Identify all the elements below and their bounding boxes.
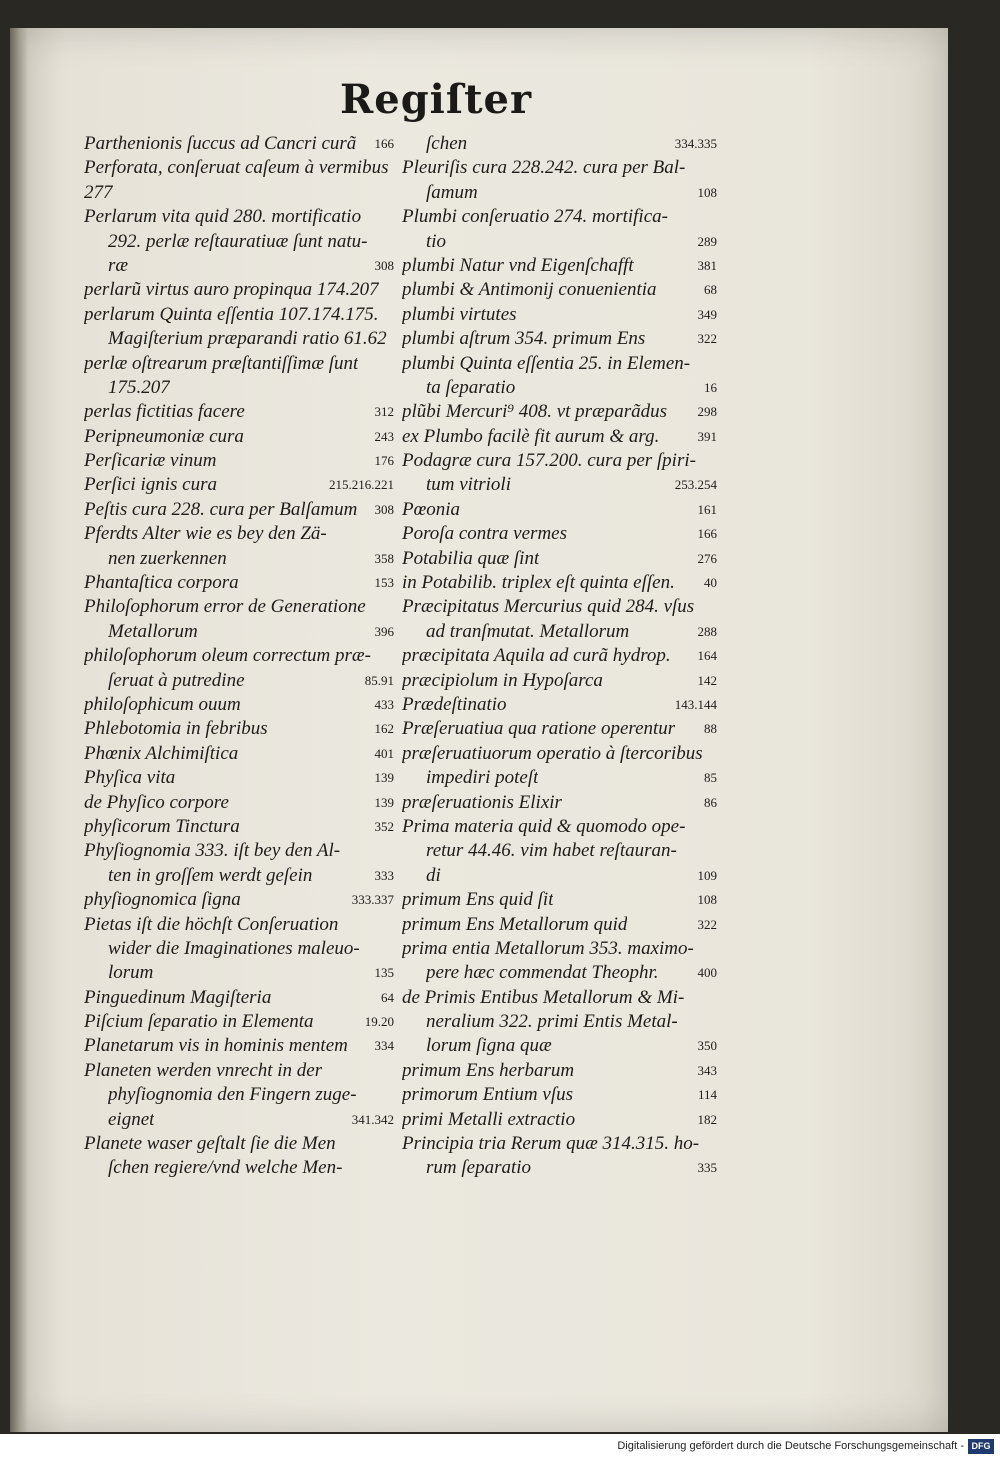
- index-entry-line: [84, 839, 394, 863]
- index-entry-line: [402, 303, 717, 327]
- index-entry-text: Pleuriſis cura 228.242. cura per Bal-: [402, 157, 686, 179]
- index-entry-text: plumbi Natur vnd Eigenſchafft: [402, 254, 634, 276]
- index-entry-text: ræ: [108, 254, 129, 276]
- index-entry-text: Potabilia quæ ſint: [402, 547, 540, 569]
- index-entry-text: plumbi & Antimonij conuenientia: [402, 279, 657, 301]
- index-page-ref: [390, 156, 394, 180]
- index-page-ref: 381: [697, 257, 717, 273]
- index-entry-line: [84, 400, 394, 424]
- index-page-ref: [713, 815, 717, 839]
- book-page: [10, 28, 948, 1432]
- index-entry-text: retur 44.46. vim habet reſtauran-: [426, 840, 677, 862]
- index-page-ref: 142: [697, 672, 717, 688]
- index-entry-line: [402, 400, 717, 424]
- index-entry-text: 277: [84, 181, 113, 203]
- index-page-ref: [390, 352, 394, 376]
- index-entry-line: [84, 669, 394, 693]
- index-page-ref: 139: [374, 770, 394, 786]
- index-page-ref: 333.337: [351, 892, 394, 908]
- index-entry-text: primorum Entium vſus: [402, 1084, 573, 1106]
- index-entry-line: [84, 1010, 394, 1034]
- index-page-ref: [713, 986, 717, 1010]
- index-page-ref: 298: [697, 404, 717, 420]
- index-entry-line: [84, 986, 394, 1010]
- index-page-ref: [390, 937, 394, 961]
- index-entry-text: primi Metalli extractio: [402, 1108, 576, 1130]
- index-entry-text: ſchen regiere/vnd welche Men-: [108, 1157, 343, 1179]
- index-entry-line: [84, 1156, 394, 1180]
- index-entry-text: 175.207: [108, 376, 170, 398]
- index-page-ref: 352: [374, 818, 394, 834]
- index-entry-text: præſeruationis Elixir: [402, 791, 562, 813]
- index-page-ref: [390, 522, 394, 546]
- index-entry-line: [402, 230, 717, 254]
- index-entry-text: phyſiognomia den Fingern zuge-: [108, 1084, 357, 1106]
- index-entry-text: ex Plumbo facilè fit aurum & arg.: [402, 425, 660, 447]
- index-entry-line: [84, 425, 394, 449]
- index-entry-text: Peſtis cura 228. cura per Balſamum: [84, 498, 358, 520]
- index-entry-line: [402, 864, 717, 888]
- index-entry-line: [84, 791, 394, 815]
- index-page-ref: 40: [704, 575, 717, 591]
- index-entry-text: de Phyſico corpore: [84, 791, 229, 813]
- index-entry-line: [84, 230, 394, 254]
- index-entry-text: Prædeſtinatio: [402, 693, 507, 715]
- index-entry-line: [402, 1156, 717, 1180]
- index-entry-line: [402, 937, 717, 961]
- index-entry-text: neralium 322. primi Entis Metal-: [426, 1011, 678, 1033]
- index-entry-text: perlarum Quinta eſſentia 107.174.175.: [84, 303, 379, 325]
- index-page-ref: 288: [697, 623, 717, 639]
- index-entry-line: [84, 522, 394, 546]
- index-entry-line: [402, 1083, 717, 1107]
- index-page-ref: [713, 205, 717, 229]
- index-entry-line: [84, 937, 394, 961]
- index-page-ref: 16: [704, 379, 717, 395]
- index-page-ref: [713, 742, 717, 766]
- index-entry-text: Prima materia quid & quomodo ope-: [402, 815, 686, 837]
- index-entry-text: Poroſa contra vermes: [402, 523, 567, 545]
- index-entry-line: [402, 498, 717, 522]
- index-entry-text: præcipiolum in Hypoſarca: [402, 669, 603, 691]
- index-entry-line: [402, 449, 717, 473]
- index-entry-line: [84, 449, 394, 473]
- index-page-ref: 161: [697, 501, 717, 517]
- index-entry-line: [84, 815, 394, 839]
- index-entry-line: [84, 181, 394, 205]
- index-entry-line: [402, 913, 717, 937]
- index-entry-text: Perforata, conſeruat caſeum à vermibus: [84, 157, 389, 179]
- index-entry-line: [402, 961, 717, 985]
- index-page-ref: [390, 205, 394, 229]
- index-page-ref: [390, 644, 394, 668]
- index-entry-text: Perſici ignis cura: [84, 474, 217, 496]
- index-entry-text: di: [426, 864, 441, 886]
- index-page-ref: [390, 839, 394, 863]
- index-page-ref: 64: [381, 989, 394, 1005]
- index-entry-text: tio: [426, 230, 447, 252]
- index-entry-text: primum Ens herbarum: [402, 1059, 575, 1081]
- index-page-ref: 322: [697, 916, 717, 932]
- index-entry-line: [84, 352, 394, 376]
- index-entry-line: [402, 1010, 717, 1034]
- index-entry-text: Pferdts Alter wie es bey den Zä-: [84, 523, 327, 545]
- index-page-ref: 135: [374, 965, 394, 981]
- index-entry-text: præſeruatiuorum operatio à ſtercoribus: [402, 742, 703, 764]
- index-entry-line: [402, 644, 717, 668]
- index-page-ref: 164: [697, 648, 717, 664]
- index-entry-line: [84, 254, 394, 278]
- index-page-ref: 343: [697, 1062, 717, 1078]
- index-entry-text: Principia tria Rerum quæ 314.315. ho-: [402, 1133, 700, 1155]
- index-entry-text: Plumbi conſeruatio 274. mortifica-: [402, 206, 668, 228]
- index-entry-text: Philoſophorum error de Generatione: [84, 596, 366, 618]
- index-entry-line: [84, 571, 394, 595]
- index-entry-text: Phlebotomia in febribus: [84, 718, 268, 740]
- index-entry-line: [402, 693, 717, 717]
- index-page-ref: 396: [374, 623, 394, 639]
- index-entry-line: [402, 1108, 717, 1132]
- index-entry-text: philoſophicum ouum: [84, 693, 241, 715]
- index-page-ref: [713, 937, 717, 961]
- index-entry-line: [84, 961, 394, 985]
- index-page-ref: 358: [374, 550, 394, 566]
- index-page-ref: [390, 278, 394, 302]
- index-entry-line: [84, 913, 394, 937]
- index-entry-line: [84, 498, 394, 522]
- index-entry-text: Magiſterium præparandi ratio 61.62: [108, 328, 387, 350]
- index-page-ref: 108: [697, 892, 717, 908]
- index-entry-line: [402, 1132, 717, 1156]
- index-entry-line: [402, 132, 717, 156]
- index-page-ref: 335: [697, 1160, 717, 1176]
- index-entry-line: [84, 1059, 394, 1083]
- index-column-right: [402, 132, 717, 1181]
- index-entry-text: philoſophorum oleum correctum præ-: [84, 645, 371, 667]
- index-page-ref: [713, 595, 717, 619]
- index-page-ref: 391: [697, 428, 717, 444]
- index-page-ref: 19.20: [364, 1014, 394, 1030]
- index-entry-line: [84, 1034, 394, 1058]
- index-entry-text: Pietas iſt die höchſt Conſeruation: [84, 913, 339, 935]
- index-entry-line: [84, 156, 394, 180]
- index-entry-text: pere hæc commendat Theophr.: [426, 962, 659, 984]
- index-entry-line: [402, 352, 717, 376]
- index-entry-line: [402, 986, 717, 1010]
- index-entry-line: [84, 693, 394, 717]
- index-entry-line: [84, 644, 394, 668]
- index-page-ref: [390, 230, 394, 254]
- index-entry-line: [84, 1083, 394, 1107]
- footer-credit: Digitalisierung gefördert durch die Deutsche Forschungsgemeinschaft -: [617, 1440, 964, 1452]
- index-entry-line: [84, 717, 394, 741]
- index-entry-text: præcipitata Aquila ad curã hydrop.: [402, 645, 671, 667]
- index-entry-line: [84, 766, 394, 790]
- index-page-ref: 341.342: [351, 1111, 394, 1127]
- index-entry-text: Perlarum vita quid 280. mortificatio: [84, 206, 362, 228]
- index-entry-text: primum Ens quid ſit: [402, 889, 554, 911]
- index-page-ref: 109: [697, 867, 717, 883]
- index-entry-text: perlæ oſtrearum præſtantiſſimæ ſunt: [84, 352, 359, 374]
- index-entry-line: [402, 1034, 717, 1058]
- index-entry-line: [402, 766, 717, 790]
- index-page-ref: 85.91: [364, 672, 394, 688]
- index-entry-line: [402, 376, 717, 400]
- index-entry-text: wider die Imaginationes maleuo-: [108, 937, 360, 959]
- index-page-ref: 308: [374, 257, 394, 273]
- index-entry-text: rum ſeparatio: [426, 1157, 532, 1179]
- index-page-ref: 166: [374, 136, 394, 151]
- index-page-ref: [713, 352, 717, 376]
- index-entry-text: Pinguedinum Magiſteria: [84, 986, 272, 1008]
- index-page-ref: [390, 376, 394, 400]
- index-entry-text: Phyſica vita: [84, 767, 176, 789]
- index-entry-line: [84, 132, 394, 156]
- index-entry-line: [402, 888, 717, 912]
- index-entry-text: Planeten werden vnrecht in der: [84, 1059, 323, 1081]
- index-entry-text: impediri poteſt: [426, 767, 539, 789]
- index-entry-line: [402, 669, 717, 693]
- index-entry-line: [84, 303, 394, 327]
- index-entry-text: Planetarum vis in hominis mentem: [84, 1035, 348, 1057]
- index-entry-text: in Potabilib. triplex eſt quinta eſſen.: [402, 572, 675, 594]
- index-page-ref: 253.254: [674, 477, 717, 493]
- index-entry-line: [402, 205, 717, 229]
- index-entry-text: Parthenionis ſuccus ad Cancri curã: [84, 133, 357, 154]
- index-page-ref: 143.144: [674, 696, 717, 712]
- index-page-ref: [390, 181, 394, 205]
- index-entry-line: [402, 742, 717, 766]
- index-entry-text: perlas fictitias facere: [84, 401, 245, 423]
- footer-bar: [0, 1434, 1000, 1460]
- index-entry-text: prima entia Metallorum 353. maximo-: [402, 937, 694, 959]
- index-page-ref: 312: [374, 404, 394, 420]
- index-page-ref: [390, 1156, 394, 1180]
- index-page-ref: [713, 839, 717, 863]
- index-entry-text: plumbi Quinta eſſentia 25. in Elemen-: [402, 352, 691, 374]
- index-entry-line: [402, 815, 717, 839]
- index-page-ref: [713, 449, 717, 473]
- index-entry-line: [402, 473, 717, 497]
- index-entry-line: [402, 425, 717, 449]
- index-entry-text: perlarũ virtus auro propinqua 174.207: [84, 279, 379, 301]
- index-entry-text: Præcipitatus Mercurius quid 284. vſus: [402, 596, 695, 618]
- index-entry-line: [402, 327, 717, 351]
- index-entry-text: plumbi virtutes: [402, 303, 517, 325]
- index-entry-text: Phyſiognomia 333. iſt bey den Al-: [84, 840, 341, 862]
- index-page-ref: 114: [697, 1087, 717, 1103]
- index-entry-text: nen zuerkennen: [108, 547, 227, 569]
- index-page-ref: 400: [697, 965, 717, 981]
- index-entry-line: [402, 254, 717, 278]
- index-entry-text: ten in groſſem werdt geſein: [108, 864, 313, 886]
- index-page-ref: 215.216.221: [329, 477, 394, 493]
- index-page-ref: 350: [697, 1038, 717, 1054]
- index-page-ref: 85: [704, 770, 717, 786]
- index-page-ref: 153: [374, 575, 394, 591]
- index-entry-text: plumbi aſtrum 354. primum Ens: [402, 328, 646, 350]
- index-entry-line: [84, 547, 394, 571]
- index-entry-line: [84, 595, 394, 619]
- index-entry-line: [84, 1132, 394, 1156]
- index-page-ref: 243: [374, 428, 394, 444]
- index-entry-line: [402, 839, 717, 863]
- index-entry-text: Pœonia: [402, 498, 461, 520]
- index-entry-line: [402, 156, 717, 180]
- index-page-ref: 401: [374, 745, 394, 761]
- index-entry-text: Metallorum: [108, 620, 198, 642]
- index-entry-text: phyſicorum Tinctura: [84, 815, 240, 837]
- index-entry-text: de Primis Entibus Metallorum & Mi-: [402, 986, 685, 1008]
- index-page-ref: 108: [697, 184, 717, 200]
- index-entry-line: [84, 620, 394, 644]
- index-entry-text: primum Ens Metallorum quid: [402, 913, 628, 935]
- index-entry-line: [402, 791, 717, 815]
- index-entry-text: ſeruat à putredine: [108, 669, 245, 691]
- index-page-ref: 322: [697, 331, 717, 347]
- index-page-ref: 308: [374, 501, 394, 517]
- index-page-ref: 349: [697, 306, 717, 322]
- index-entry-text: lorum ſigna quæ: [426, 1035, 552, 1057]
- index-entry-text: Phœnix Alchimiſtica: [84, 742, 239, 764]
- index-entry-line: [402, 522, 717, 546]
- index-page-ref: [390, 303, 394, 327]
- index-page-ref: 182: [697, 1111, 717, 1127]
- index-entry-line: [402, 181, 717, 205]
- index-page-ref: [390, 913, 394, 937]
- index-entry-text: Phantaſtica corpora: [84, 572, 239, 594]
- index-entry-text: Podagræ cura 157.200. cura per ſpiri-: [402, 450, 696, 472]
- index-page-ref: [713, 1132, 717, 1156]
- index-entry-line: [84, 888, 394, 912]
- index-page-ref: [390, 1059, 394, 1083]
- index-entry-text: Perſicariæ vinum: [84, 450, 217, 472]
- index-entry-text: plũbi Mercuri⁹ 408. vt præparãdus: [402, 401, 668, 423]
- index-entry-text: tum vitrioli: [426, 474, 511, 496]
- index-entry-text: 292. perlæ reſtauratiuæ ſunt natu-: [108, 230, 368, 252]
- index-entry-line: [84, 327, 394, 351]
- index-page-ref: [390, 595, 394, 619]
- index-entry-text: ſchen: [426, 133, 468, 154]
- index-entry-text: Præſeruatiua qua ratione operentur: [402, 718, 676, 740]
- index-page-ref: 139: [374, 794, 394, 810]
- index-entry-line: [84, 864, 394, 888]
- index-page-ref: [390, 327, 394, 351]
- index-entry-line: [84, 278, 394, 302]
- index-entry-line: [84, 1108, 394, 1132]
- index-entry-line: [84, 742, 394, 766]
- index-entry-text: phyſiognomica ſigna: [84, 889, 241, 911]
- index-entry-text: Planete waser geſtalt ſie die Men: [84, 1133, 336, 1155]
- index-entry-text: lorum: [108, 962, 154, 984]
- index-page-ref: 166: [697, 526, 717, 542]
- index-entry-text: Peripneumoniæ cura: [84, 425, 244, 447]
- index-page-ref: 176: [374, 453, 394, 469]
- index-entry-text: ta ſeparatio: [426, 376, 516, 398]
- index-entry-line: [402, 717, 717, 741]
- page-binding-edge: [10, 28, 28, 1432]
- index-page-ref: 86: [704, 794, 717, 810]
- index-entry-line: [402, 547, 717, 571]
- index-entry-line: [402, 278, 717, 302]
- index-page-ref: [390, 1083, 394, 1107]
- index-page-ref: [713, 1010, 717, 1034]
- index-column-left: [84, 132, 394, 1181]
- index-entry-text: Piſcium ſeparatio in Elementa: [84, 1011, 314, 1033]
- index-entry-text: ad tranſmutat. Metallorum: [426, 620, 630, 642]
- index-page-ref: 333: [374, 867, 394, 883]
- index-entry-text: eignet: [108, 1108, 155, 1130]
- index-entry-text: ſamum: [426, 181, 478, 203]
- index-entry-line: [84, 205, 394, 229]
- index-page-ref: 334.335: [674, 136, 717, 151]
- index-page-ref: 162: [374, 721, 394, 737]
- index-page-ref: 88: [704, 721, 717, 737]
- index-page-ref: 289: [697, 233, 717, 249]
- index-entry-line: [84, 376, 394, 400]
- index-page-ref: 68: [704, 282, 717, 298]
- page-header-title: Regiſter: [340, 76, 533, 123]
- index-page-ref: [713, 156, 717, 180]
- index-entry-line: [402, 620, 717, 644]
- index-entry-line: [402, 595, 717, 619]
- index-page-ref: [390, 1132, 394, 1156]
- index-entry-line: [402, 1059, 717, 1083]
- index-entry-line: [402, 571, 717, 595]
- index-page-ref: 334: [374, 1038, 394, 1054]
- index-page-ref: 433: [374, 696, 394, 712]
- index-page-ref: 276: [697, 550, 717, 566]
- index-entry-line: [84, 473, 394, 497]
- dfg-logo-icon: DFG: [968, 1439, 994, 1454]
